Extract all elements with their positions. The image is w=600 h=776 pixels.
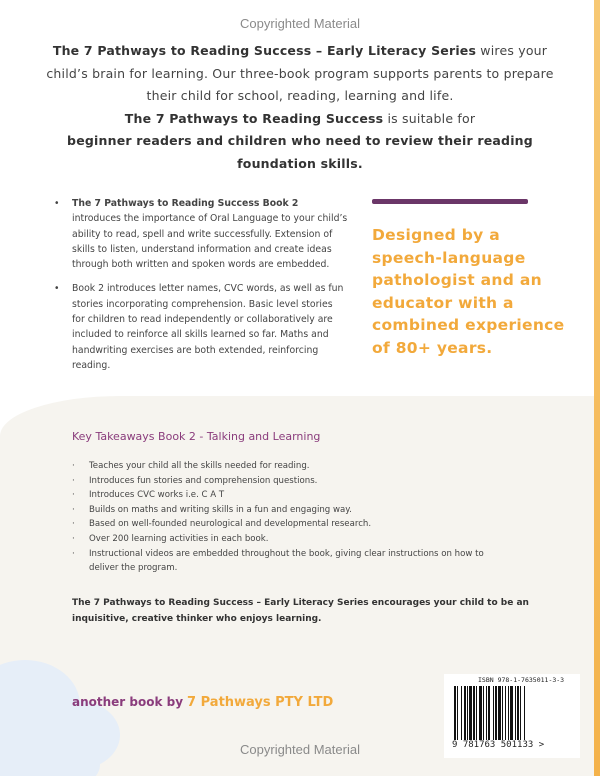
list-item: · Teaches your child all the skills needed for reading. [72,461,310,471]
list-item: · Introduces CVC works i.e. C A T [72,490,225,501]
publisher-name: 7 Pathways PTY LTD [187,695,334,710]
series-title: The 7 Pathways to Reading Success – Early Literacy Series [52,43,477,58]
watermark-top: Copyrighted Material [240,16,360,31]
intro-emphasis: beginner readers and children who need to review their reading foundation skills. [67,133,533,171]
list-item: · Builds on maths and writing skills in a fun and engaging way. [72,504,352,515]
isbn-number: 9 781763 501133 > [452,740,545,750]
list-item: · Introduces fun stories and comprehension questions. [72,475,318,486]
key-takeaways-list [72,459,492,576]
list-item: • Book 2 introduces letter names, CVC words, as well as fun stories incorporating comprehension. Basic level stories for children to read independently or collaboratively are included to reinforce all skills learned so far. Maths and handwriting exercises are both extended, reinforcing reading. [54,283,344,371]
key-takeaways-heading: Key Takeaways Book 2 - Talking and Learning [72,430,321,443]
intro-text: The 7 Pathways to Reading Success – Early Literacy Series wires your child’s brain for learning. Our three-book program supports parents to prepare their child for school, reading, learning and life. The 7 Pathways to Reading Success is suitable for beginner readers and children who need to review their reading foundation skills. [46,43,554,171]
book-description [54,196,348,382]
closing-statement: The 7 Pathways to Reading Success – Early Literacy Series encourages your child to be an inquisitive, creative thinker who enjoys learning. [72,598,529,624]
designed-by-callout: Designed by a speech-language pathologist and an educator with a combined experience of 80+ years. [372,226,565,357]
book-title: The 7 Pathways to Reading Success [124,110,384,126]
list-item: • The 7 Pathways to Reading Success Book 2 introduces the importance of Oral Language to your child’s ability to read, spell and write successfully. Extension of skills to listen, understand information and create ideas through both written and spoken words are embedded. [54,198,348,271]
orange-edge-strip [594,0,600,776]
another-book-label: another book by [72,695,184,709]
list-item: · Over 200 learning activities in each book. [72,533,269,544]
list-item: · Instructional videos are embedded throughout the book, giving clear instructions on how to deliver the program. [72,548,484,574]
watermark-bottom: Copyrighted Material [240,742,360,757]
isbn-label: ISBN 978-1-7635011-3-3 [478,676,565,684]
list-item: · Based on well-founded neurological and developmental research. [72,519,372,530]
accent-bar [372,199,528,204]
another-book-line [72,695,333,710]
barcode-icon [454,686,554,740]
